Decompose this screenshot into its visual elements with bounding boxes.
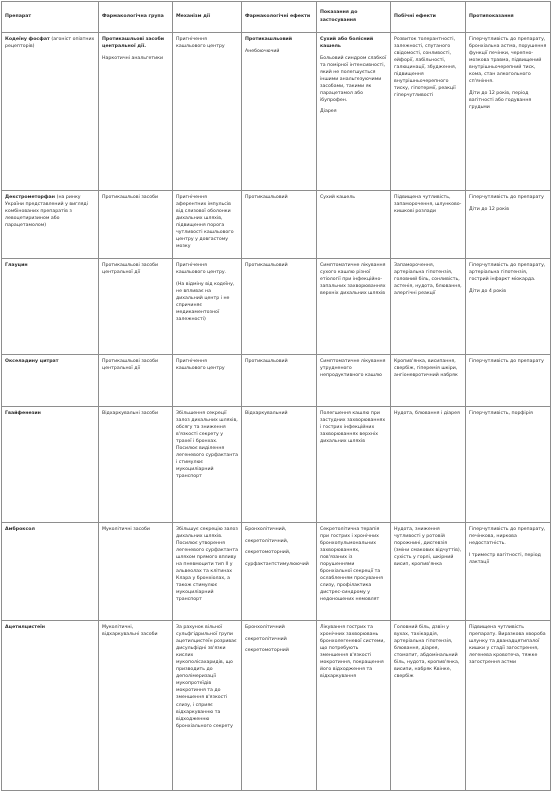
table-row [2,523,551,621]
cell-paragraph: Бронхолітичний, [245,527,287,532]
cell-drug-name [2,33,99,191]
drug-name: Окселадину цитрат [5,359,59,364]
cell-mechanism [173,33,242,191]
header-mechanism: Механізм дії [173,2,242,33]
cell-paragraph: Протикашльовий [245,195,288,200]
cell-paragraph: Діти до 4 років [469,288,507,294]
cell-mechanism [173,355,242,407]
cell-indications [317,259,391,355]
cell-paragraph: За рахунок вільної сульфгідрильної групи ацетилцистеїн розриває дисульфідні зв'язки кислих мукополісахаридів, що призводить до деполімеризації мукопротеїдів мокротиння та до зменшення в'язкості слизу, і сприяє відхаркуванню та відходженню бронхіального секрету [176,625,237,729]
cell-mechanism [173,407,242,523]
header-contraindications: Протипоказання [466,2,551,33]
cell-effects [242,191,317,259]
cell-effects [242,355,317,407]
cell-mechanism [173,191,242,259]
cell-side-effects [391,191,466,259]
cell-group [99,621,173,791]
drug-name: Амброксол [5,527,35,532]
cell-paragraph: Гіперчутливість до препарату, артеріальна гіпотензія, гострий інфаркт міокарда. [469,263,546,283]
cell-paragraph: Полегшення кашлю при застудних захворюваннях і гострих інфекційних захворюваннях верхніх дихальних шляхів [320,411,386,445]
cell-paragraph: Нудота, блювання і діарея [394,411,460,416]
cell-paragraph: Пригнічення аферентних імпульсів від слизової оболонки дихальних шляхів, підвищення порога чутливості кашльового центру у довгастому мозку [176,195,234,250]
cell-contraindications [466,355,551,407]
cell-paragraph: Симптоматичне лікування сухого кашлю різної етіології при інфекційно-запальних захворюваннях верхніх дихальних шляхів [320,263,386,297]
cell-side-effects [391,523,466,621]
drug-name: Ацетилцистеїн [5,625,45,630]
cell-drug-name [2,523,99,621]
cell-effects [242,33,317,191]
cell-paragraph: Гіперчутливість, порфірія [469,411,533,416]
cell-group [99,259,173,355]
cell-effects [242,259,317,355]
cell-paragraph: Головний біль, дзвін у вухах, тахікардія, артеріальна гіпотензія, блювання, діарея, стоматит, абдомінальний біль, нудота, кропив'янка, висипи, набряк Квінке, свербіж [394,625,460,680]
cell-side-effects [391,407,466,523]
cell-paragraph: Больовий синдром слабкої та помірної інтенсивності, який не полегшується іншими анальгезуючими засобами, такими як парацетамол або ібупрофен. [320,55,387,103]
cell-group [99,523,173,621]
cell-paragraph: Нудота, зниження чутливості у ротовій порожнині, дисгевзія (зміни смакових відчуттів), сухість у горлі, шкірний висип, кропив'янка [394,527,462,568]
drug-name: Гвайфенезин [5,411,41,416]
cell-paragraph: Діти до 12 років, період вагітності або годування грудьми [469,90,532,110]
cell-paragraph: Пригнічення кашльового центру [176,359,225,372]
cell-paragraph: секретомоторний [245,648,289,654]
cell-side-effects [391,33,466,191]
cell-paragraph: Пригнічення кашльового центру. [176,263,227,276]
drug-name-note: (агоніст опіатних рецепторів) [5,37,95,50]
cell-paragraph: Протикашльові засоби центральної дії [102,263,159,276]
cell-paragraph: секретомоторний, [245,550,291,556]
cell-paragraph: Підвищена чутливість препарату. Виразкова хвороба шлунку та дванадцятипалої кишки у стадії загострення, легенева кровотеча, тяжке загострення астми [469,625,546,666]
cell-paragraph: Муколітичні засоби [102,527,150,532]
cell-paragraph: Підвищена чутливість, запаморочення, шлунково-кишкові розлади [394,195,462,215]
drug-table [1,1,551,791]
cell-paragraph: Симптоматичне лікування утрудненого непродуктивного кашлю [320,359,386,379]
cell-contraindications [466,523,551,621]
cell-indications [317,191,391,259]
header-indications: Показання до застосування [317,2,391,33]
table-row [2,407,551,523]
cell-paragraph: секретолітичний [245,636,287,642]
cell-contraindications [466,259,551,355]
header-drug: Препарат [2,2,99,33]
table-row [2,191,551,259]
cell-paragraph: Гіперчутливість до препарату, печінкова, ниркова недостатність. [469,527,546,547]
cell-paragraph: Протикашльові засоби центральної дії. [102,37,165,50]
cell-group [99,191,173,259]
cell-drug-name [2,259,99,355]
cell-mechanism [173,259,242,355]
cell-paragraph: секретолітичний, [245,538,289,544]
table-body [2,33,551,791]
cell-contraindications [466,407,551,523]
cell-paragraph: Гіперчутливість до препарату [469,359,544,364]
cell-paragraph: І триместр вагітності, період лактації [469,552,541,565]
cell-paragraph: Відхаркувальний [245,411,288,416]
table-row [2,259,551,355]
cell-contraindications [466,33,551,191]
cell-paragraph: Пригнічення кашльового центру [176,37,225,50]
cell-effects [242,621,317,791]
cell-drug-name [2,621,99,791]
drug-name: Глауцин [5,263,28,268]
cell-paragraph: Протикашльовий [245,359,288,364]
drug-name-note: (на ринку України представлений у вигляді комбінованих препаратів з левоцетиризином або парацетамолом) [5,195,88,229]
cell-paragraph: Секретолітична терапія при гострих і хронічних бронхопульмональних захворюваннях, пов'язаних із порушеннями бронхіальної секреції та ослабленням просування слизу, профілактика дистрес-синдрому у недоношених немовлят [320,527,383,603]
cell-indications [317,355,391,407]
header-effects: Фармакологічні ефекти [242,2,317,33]
cell-drug-name [2,191,99,259]
table-row [2,621,551,791]
cell-paragraph: (На відміну від кодеїну, не впливає на дихальний центр і не спричиняє медикаментозної залежності) [176,281,235,322]
cell-drug-name [2,355,99,407]
cell-paragraph: Гіперчутливість до препарату [469,195,544,200]
cell-group [99,33,173,191]
cell-paragraph: Діти до 12 років [469,206,510,212]
cell-paragraph: Протикашльові засоби центральної дії [102,359,159,372]
cell-contraindications [466,621,551,791]
table-row [2,33,551,191]
cell-paragraph: Лікування гострих та хронічних захворювань бронхолегеневої системи, що потребують зменшення в'язкості мокротиння, покращення його відходження та відхаркування [320,625,385,680]
cell-drug-name [2,407,99,523]
cell-paragraph: Протикашльові засоби [102,195,159,200]
cell-paragraph: сурфактантстимулюючий [245,561,309,567]
drug-name: Декстрометорфан [5,195,55,200]
cell-indications [317,33,391,191]
cell-paragraph: Гіперчутливість до препарату, бронхіальна астма, порушення функції печінки, черепно-мозкова травма, підвищений внутрішньочерепний тиск, кома, стан алкогольного сп'яніння. [469,37,547,85]
cell-indications [317,523,391,621]
cell-indications [317,621,391,791]
table-row [2,355,551,407]
cell-mechanism [173,523,242,621]
cell-side-effects [391,259,466,355]
cell-paragraph: Бронхолітичний [245,625,285,630]
cell-paragraph: Діарея [320,109,337,115]
cell-paragraph: Анебоючючий [245,48,280,54]
cell-paragraph: Розвиток толерантності, залежності, спутаного свідомості, сонливості, ейфорії, лабільності, галюцинації, збудження, підвищення внутрішньочерепного тиску, гіпотермії, реакції гіперчутливості [394,37,457,99]
cell-paragraph: Сухий кашель [320,195,356,200]
cell-contraindications [466,191,551,259]
cell-paragraph: Відхаркувальні засоби [102,411,158,416]
cell-group [99,355,173,407]
cell-paragraph: Протикашльовий [245,263,288,268]
cell-side-effects [391,621,466,791]
header-side-effects: Побічні ефекти [391,2,466,33]
cell-paragraph: Наркотичні анальгетики [102,55,164,61]
cell-indications [317,407,391,523]
cell-group [99,407,173,523]
header-group: Фармакологічна група [99,2,173,33]
header-row [2,2,551,33]
cell-mechanism [173,621,242,791]
drug-name: Кодеїну фосфат [5,37,50,42]
cell-paragraph: Протикашльовий [245,37,292,42]
cell-paragraph: Муколітичні, відхаркувальні засоби [102,625,158,638]
cell-paragraph: Кропив'янка, висипання, свербіж, гіперемія шкіри, ангіоневротичний набряк [394,359,458,379]
cell-paragraph: Запаморочення, артеріальна гіпотензія, головний біль, сонливість, астенія, нудота, блювання, алергічні реакції [394,263,462,297]
cell-paragraph: Сухий або болісний кашель [320,37,374,50]
cell-paragraph: Збільшує секрецію залоз дихальних шляхів. Посилює утворення легеневого сурфактанта шляхом прямого впливу на пневмоцити тип II у альвеолах та клітинах Клара у бронхіолах, а також стимулює мукоциліарний транспорт [176,527,238,603]
cell-effects [242,407,317,523]
cell-paragraph: Збільшення секреції залоз дихальних шляхів, обсягу та зниження в'язкості секрету у трахеї і бронхах. Посилює виділення легеневого сурфактанта і стимулює мукоциліарний транспорт [176,411,238,480]
cell-effects [242,523,317,621]
cell-side-effects [391,355,466,407]
